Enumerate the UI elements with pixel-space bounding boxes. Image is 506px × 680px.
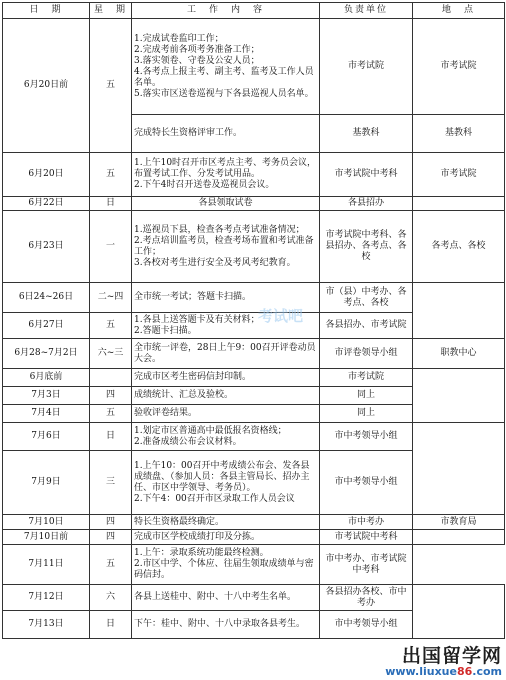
cell-work-content xyxy=(132,423,320,451)
work-item: 2.下午4：00召开市区录取工作人员会议 xyxy=(134,493,295,504)
table-row xyxy=(3,197,505,211)
header-work-content: 工 作 内 容 xyxy=(132,3,320,19)
watermark-url xyxy=(385,666,502,678)
cell-responsible-unit: 各县招办各校、市中考办 xyxy=(320,585,413,611)
watermark-url-part: 86 xyxy=(456,665,473,678)
cell-work-content xyxy=(132,387,320,405)
work-item: 各县领取试卷 xyxy=(198,198,253,208)
work-item: 1.上午10：00召开中考成绩公布会、发各县成绩盘、（参加人员：各县主管局长、招办主任、市区中学领导、考务员）。 xyxy=(134,460,310,493)
cell-responsible-unit: 市考试院 xyxy=(320,19,413,115)
work-item: 全市统一考试；答题卡扫描。 xyxy=(134,292,252,302)
cell-location xyxy=(413,369,505,423)
cell-location: 市考试院 xyxy=(413,153,505,197)
cell-weekday: 六 xyxy=(90,585,132,611)
cell-work-content xyxy=(132,515,320,530)
cell-work-content xyxy=(132,611,320,639)
work-item: 2.市区中学、个体应、往届生领取成绩单与密码信封。 xyxy=(134,559,314,580)
cell-responsible-unit: 市考试院中考科 xyxy=(320,530,413,545)
table-row xyxy=(3,283,505,313)
cell-responsible-unit: 市考试院 xyxy=(320,369,413,387)
cell-date: 6月23日 xyxy=(3,211,90,283)
cell-responsible-unit: 市中考领导小组 xyxy=(320,423,413,451)
table-row xyxy=(3,369,505,387)
table-row xyxy=(3,515,505,530)
cell-location: 各考点、各校 xyxy=(413,211,505,283)
work-item: 1.巡视员下县，检查各考点考试准备情况； xyxy=(134,224,305,235)
cell-responsible-unit: 市中考办、市考试院中考科 xyxy=(320,545,413,585)
cell-date: 6月底前 xyxy=(3,369,90,387)
cell-weekday: 四 xyxy=(90,530,132,545)
header-date: 日 期 xyxy=(3,3,90,19)
cell-responsible-unit: 市考试院中考科、各县招办、各考点、各校 xyxy=(320,211,413,283)
cell-responsible-unit: 市中考领导小组 xyxy=(320,451,413,515)
cell-work-content xyxy=(132,153,320,197)
cell-date: 7月13日 xyxy=(3,611,90,639)
cell-work-content xyxy=(132,451,320,515)
work-item: 3.各校对考生进行安全及考风考纪教育。 xyxy=(134,257,296,268)
cell-responsible-unit: 同上 xyxy=(320,405,413,423)
work-item: 完成市区考生密码信封印制。 xyxy=(134,372,252,382)
cell-work-content xyxy=(132,339,320,369)
cell-weekday: 五 xyxy=(90,313,132,339)
work-item: 下午：桂中、附中、十八中录取各县考生。 xyxy=(134,619,306,629)
table-row xyxy=(3,339,505,369)
cell-work-content xyxy=(132,197,320,211)
work-item: 1.上午10时召开市区考点主考、考务员会议，布置考试工作、分发考试用品。 xyxy=(134,158,317,179)
cell-work-content xyxy=(132,211,320,283)
work-item: 1.各县上送答题卡及有关材料； xyxy=(134,314,260,325)
cell-work-content xyxy=(132,585,320,611)
cell-date: 6月20日 xyxy=(3,153,90,197)
work-item: 1.划定市区普通高中最低报名资格线； xyxy=(134,425,287,436)
cell-date: 7月9日 xyxy=(3,451,90,515)
cell-responsible-unit: 各县招办 xyxy=(320,197,413,211)
cell-weekday: 四 xyxy=(90,515,132,530)
header-location: 地 点 xyxy=(413,3,505,19)
cell-work-content xyxy=(132,369,320,387)
cell-responsible-unit: 同上 xyxy=(320,387,413,405)
cell-date: 7月4日 xyxy=(3,405,90,423)
cell-responsible-unit: 市中考领导小组 xyxy=(320,611,413,639)
work-item: 2.准备成绩公布会议材料。 xyxy=(134,436,242,447)
header-responsible-unit: 负责单位 xyxy=(320,3,413,19)
work-item: 2.下午4时召开送卷及巡视员会议。 xyxy=(134,180,275,190)
table-row xyxy=(3,530,505,545)
cell-responsible-unit: 市评卷领导小组 xyxy=(320,339,413,369)
cell-location: 职教中心 xyxy=(413,339,505,369)
cell-weekday: 五 xyxy=(90,19,132,153)
work-item: 2.考点培训监考员，检查考场布置和考试准备工作； xyxy=(134,235,314,257)
cell-weekday: 日 xyxy=(90,423,132,451)
cell-date: 6月27日 xyxy=(3,313,90,339)
cell-weekday xyxy=(90,369,132,387)
work-item: 1.完成试卷监印工作； xyxy=(134,33,224,44)
table-row xyxy=(3,19,505,115)
cell-weekday: 四 xyxy=(90,387,132,405)
work-item: 3.落实领卷、守卷及公安人员； xyxy=(134,55,260,66)
cell-responsible-unit: 市（县）中考办、各考点、各校 xyxy=(320,283,413,313)
cell-location xyxy=(413,197,505,211)
table-header-row xyxy=(3,3,505,19)
cell-work-content xyxy=(132,545,320,585)
cell-work-content xyxy=(132,530,320,545)
schedule-table xyxy=(2,2,505,639)
table-row xyxy=(3,545,505,585)
work-item: 4.各考点上报主考、副主考、监考及工作人员名单。 xyxy=(134,66,314,88)
cell-responsible-unit: 各县招办、市考试院 xyxy=(320,313,413,339)
cell-date: 7月11日 xyxy=(3,545,90,585)
cell-location: 基教科 xyxy=(413,115,505,153)
table-row xyxy=(3,585,505,611)
cell-date: 6月20日前 xyxy=(3,19,90,153)
work-item: 2.完成考前各项考务准备工作； xyxy=(134,44,260,55)
cell-work-content xyxy=(132,115,320,153)
table-row xyxy=(3,211,505,283)
work-item: 完成特长生资格评审工作。 xyxy=(134,128,243,138)
work-item: 验收评卷结果。 xyxy=(134,408,198,418)
table-row xyxy=(3,153,505,197)
work-item: 1.上午：录取系统功能最终检测。 xyxy=(134,548,269,558)
header-weekday: 星 期 xyxy=(90,3,132,19)
cell-date: 7月12日 xyxy=(3,585,90,611)
cell-location xyxy=(413,585,505,639)
cell-weekday: 五 xyxy=(90,545,132,585)
cell-work-content xyxy=(132,405,320,423)
cell-weekday: 一 xyxy=(90,211,132,283)
work-item: 全市统一评卷，28日上午9：00召开评卷动员大会。 xyxy=(134,342,316,364)
work-item: 5.落实市区送卷巡视与下各县巡视人员名单。 xyxy=(134,88,314,99)
watermark xyxy=(385,646,502,678)
watermark-logo-text: 出国留学网 xyxy=(401,645,502,667)
cell-responsible-unit: 基教科 xyxy=(320,115,413,153)
cell-location xyxy=(413,283,505,339)
work-item: 特长生资格最终确定。 xyxy=(134,516,225,527)
cell-responsible-unit: 市考试院中考科 xyxy=(320,153,413,197)
cell-weekday: 三 xyxy=(90,451,132,515)
cell-location: 市教育局 xyxy=(413,515,505,530)
cell-date: 7月3日 xyxy=(3,387,90,405)
cell-work-content xyxy=(132,19,320,115)
cell-date: 6月28~7月2日 xyxy=(3,339,90,369)
watermark-center: 考试吧 xyxy=(258,307,304,325)
cell-weekday: 六~三 xyxy=(90,339,132,369)
cell-location: 市考试院 xyxy=(413,19,505,115)
cell-date: 7月6日 xyxy=(3,423,90,451)
cell-weekday: 五 xyxy=(90,153,132,197)
watermark-url-part: www.liuxue xyxy=(385,665,457,678)
cell-location xyxy=(413,423,505,515)
cell-date: 7月10日 xyxy=(3,515,90,530)
work-item: 2.答题卡扫描。 xyxy=(134,325,197,336)
cell-date: 7月10日前 xyxy=(3,530,90,545)
table-row xyxy=(3,423,505,451)
cell-weekday: 五 xyxy=(90,405,132,423)
cell-weekday: 日 xyxy=(90,611,132,639)
cell-weekday: 日 xyxy=(90,197,132,211)
cell-date: 6日24~26日 xyxy=(3,283,90,313)
cell-weekday: 二~四 xyxy=(90,283,132,313)
work-item: 成绩统计、汇总及验校。 xyxy=(134,390,234,400)
watermark-url-part: .com xyxy=(472,665,502,678)
cell-responsible-unit: 市中考办 xyxy=(320,515,413,530)
cell-location xyxy=(413,530,505,545)
work-item: 完成市区学校成绩打印及分拣。 xyxy=(134,531,261,542)
cell-date: 6月22日 xyxy=(3,197,90,211)
work-item: 各县上送桂中、附中、十八中考生名单。 xyxy=(134,592,297,602)
